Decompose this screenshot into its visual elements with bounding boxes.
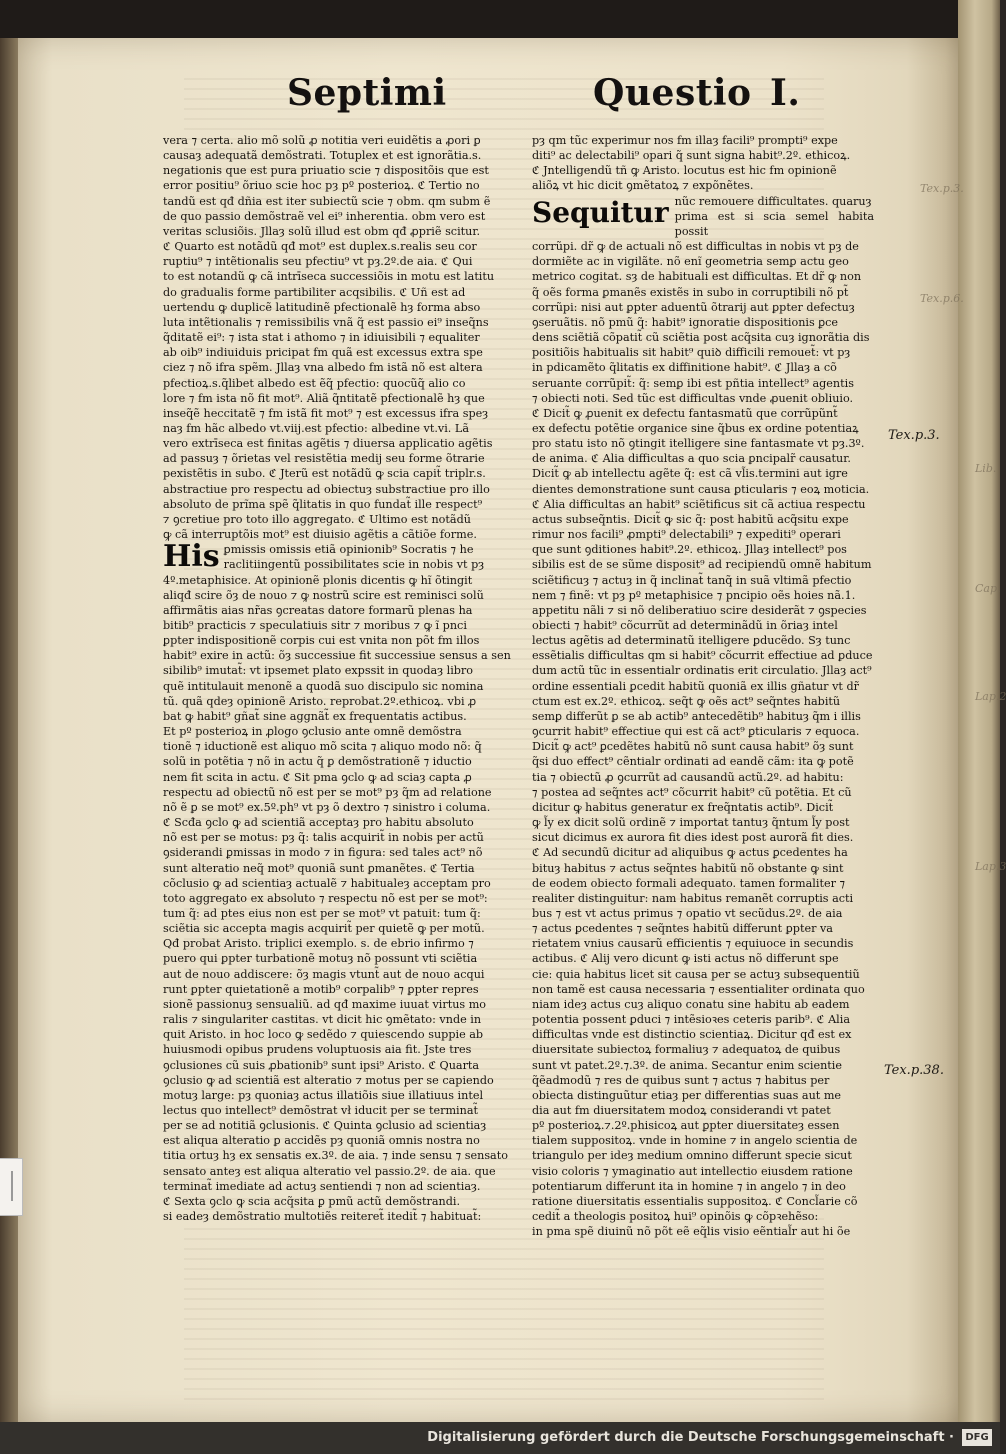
marginal-note: Tex.p.38.	[884, 1063, 944, 1078]
ghost-mark: Lap.2	[975, 690, 1006, 703]
paragraph: pȝ qm tũc experimur nos fm illaȝ facili⁹ prompti⁹ expe diti⁹ ac delectabili⁹ opari q̃ sunt signa habit⁹.2º. ethicoꝝ. ℭ Jntelligendũ tñ ꝙ Aristo. locutus est hic fm opinionẽ aliõꝝ vt hic dicit ꝯmẽtatoꝝ ⁊ expõnẽtes.	[532, 134, 851, 193]
running-head-center: Questio	[593, 72, 752, 114]
initial-sequitur: Sequitur	[532, 195, 669, 229]
funding-credit: Digitalisierung gefördert durch die Deutsche Forschungsgemeinschaft ·	[427, 1430, 954, 1445]
ghost-mark: Lib.	[975, 462, 997, 475]
paragraph: vera ⁊ certa. alio mõ solũ ꝓ notitia veri euidẽtis a ꝓori ꝑ causaȝ adequatã demõstrati. Totuplex et est ignorãtia.s. negationis que est pura priuatio scie ⁊ dispositõis que est error positiu⁹ õriuo scie hoc pȝ pº posterioꝝ. ℭ Tertio no tandũ est qđ dñia est iter subiectũ scie ⁊ obm. qm subm ẽ de quo passio demõstraẽ vel ei⁹ inherentia. obm vero est veritas sclusiõis. Jllaȝ solũ illud est obm qđ ꝓpriẽ scitur. ℭ Quarto est notãdũ qđ mot⁹ est duplex.s.realis seu cor ruptiu⁹ ⁊ intẽtionalis seu pfectiu⁹ vt pȝ.2º.de aia. ℭ Qui to est notandũ ꝙ cã intrīseca successiõis in motu est latitu do gradualis forme partibiliter acqsibilis. ℭ Uñ est ad uertendu ꝙ duplicẽ latitudinẽ pfectionalẽ hȝ forma abso luta intẽtionalis ⁊ remissibilis vnã q̃ est passio ei⁹ inseq̃ns q̃ditatẽ ei⁹: ⁊ ista stat i athomo ⁊ in idiuisibili ⁊ equaliter ab oib⁹ indiuiduis pricipat fm quã est excessus extra spe ciez ⁊ nõ ifra spẽm. Jllaȝ vna albedo fm istã nõ est altera pfectioꝝ.s.q̃libet albedo est ẽq̃ pfectio: quocũq̃ alio co lore ⁊ fm ista nõ fit mot⁹. Aliã q̃ntitatẽ pfectionalẽ hȝ que inseq̃ẽ heccitatẽ ⁊ fm istã fit mot⁹ ⁊ est excessus ifra speȝ naȝ fm hãc albedo vt.viij.est pfectio: albedine vt.vi. Lã vero extrīseca est finitas agẽtis ⁊ diuersa applicatio agẽtis ad passuȝ ⁊ õrietas vel resistẽtia medij seu forme õtrarie pexistẽtis in subo. ℭ Jterũ est notãdũ ꝙ scia capit̃ triplr.s. abstractiue pro respectu ad obiectuȝ substractiue pro illo absoluto de prĩma spẽ q̃litatis in quo fundat̃ ille respect⁹ ⁊ ꝯcretiue pro toto illo aggregato. ℭ Ultimo est notãdũ ꝙ cã interruptõis mot⁹ est diuisio agẽtis a cãtiõe forme.	[163, 134, 495, 542]
running-head-left: Septimi	[287, 72, 447, 114]
running-head-right: I.	[770, 72, 801, 114]
text-column-left	[163, 133, 519, 1308]
grip-icon	[3, 1171, 13, 1201]
text-column-right	[532, 133, 874, 1308]
page-stack-edge	[958, 0, 1000, 1422]
ghost-mark: Tex.p.3.	[920, 182, 964, 195]
side-drawer-tab[interactable]	[0, 1158, 23, 1216]
initial-his: His	[163, 539, 220, 575]
dfg-logo: DFG	[962, 1429, 992, 1446]
ghost-mark: Lap.3	[975, 860, 1006, 873]
ghost-mark: Tex.p.6.	[920, 292, 964, 305]
footer-bar	[0, 1422, 1000, 1454]
ghost-mark: Cap.	[975, 582, 1001, 595]
paragraph: nũc remouere difficultates. quaruȝ prima est si scia semel habita possit corrũpi. dr̃ ꝙ de actuali nõ est difficultas in nobis vt pȝ de dormiẽte ac in vigilãte. nõ enĩ geometria semꝑ actu geo metrico cogitat. sȝ de habituali est difficultas. Et dr̃ ꝙ non q̃ oẽs forma ꝑmanẽs existẽs in subo in corruptibili nõ pt̃ corrũpi: nisi aut ꝑpter aduentũ õtrarij aut ꝑpter defectuȝ ꝯseruãtis. nõ pmũ q̃: habit⁹ ignoratie dispositionis ꝑce dens sciẽtiã cõpatit̃ cũ sciẽtia post acq̃sita cuȝ ignorãtia dis positiõis habitualis sit habit⁹ quiꝺ difficili remouet̃: vt pȝ in pdicamẽto q̃litatis ex diffinitione habit⁹. ℭ Jllaȝ a cõ seruante corrũpit̃: q̃: semꝑ ibi est pñtia intellect⁹ agentis ⁊ obiecti noti. Sed tũc est difficultas vnde ꝓuenit obliuio. ℭ Dicit̃ ꝙ ꝓuenit ex defectu fantasmatũ que corrũpũnt̃ ex defectu potẽtie organice sine q̃bus ex ordine potentiaꝝ pro statu isto nõ ꝯtingit itelligere sine fantasmate vt pȝ.3º. de anima. ℭ Alia difficultas a quo scia ꝑncipalr̃ causatur. Dicit̃ ꝙ ab intellectu agẽte q̃: est cã vl̃is.termini aut igre dientes demonstratione sunt causa ꝑticularis ⁊ eoꝝ moticia. ℭ Alia difficultas an habit⁹ sciẽtificus sit cã actiua respectu actus subseq̃ntis. Dicit̃ ꝙ sic q̃: post habitũ acq̃situ expe rimur nos facili⁹ ꝓmpti⁹ delectabili⁹ ⁊ expediti⁹ operari que sunt ꝯditiones habit⁹.2º. ethicoꝝ. Jllaȝ intellect⁹ pos sibilis est de se sũme disposit⁹ ad recipiendũ omnẽ habitum sciẽtificuȝ ⁊ actuȝ in q̃ inclinat̃ tanq̃ in suã vltimã pfectio nem ⁊ finẽ: vt pȝ pº metaphisice ⁊ pncipio oẽs hoies nã.1. appetitu nãli ⁊ si nõ deliberatiuo scire desiderãt ⁊ ꝯspecies obiecti ⁊ habit⁹ cõcurrũt ad determinãdũ in õriaȝ intel lectus agẽtis ad determinatũ itelligere ꝑducẽdo. Sȝ tunc essẽtialis difficultas qm si habit⁹ cõcurrit effectiue ad ꝑduce dum actũ tũc in essentialr ordinatis erit circulatio. Jllaȝ act⁹ ordine essentiali ꝑcedit habitũ quoniã ex illis gñatur vt dr̃ ctum est ex.2º. ethicoꝝ. seq̃t ꝙ oẽs act⁹ seq̃ntes habitũ semꝑ differũt ꝑ se ab actib⁹ antecedẽtib⁹ habituȝ q̃m i illis ꝯcurrit habit⁹ effectiue qui est cã act⁹ ꝑticularis ⁊ equoca. Dicit̃ ꝙ act⁹ ꝑcedẽtes habitũ nõ sunt causa habit⁹ õȝ sunt q̃si duo effect⁹ cẽntialr ordinati ad eandẽ cãm: ita ꝙ potẽ tia ⁊ obiectũ ꝓ ꝯcurrũt ad causandũ actũ.2º. ad habitu: ⁊ postea ad seq̃ntes act⁹ cõcurrit habit⁹ cũ potẽtia. Et cũ dicitur ꝙ habitus generatur ex freq̃ntatis actib⁹. Dicit̃ ꝙ l̃y ex dicit solũ ordinẽ ⁊ importat tantuȝ q̃ntum l̃y post sicut dicimus ex aurora fit dies idest post aurorã fit dies. ℭ Ad secundũ dicitur ad aliquibus ꝙ actus ꝑcedentes ha bituȝ habitus ⁊ actus seq̃ntes habitũ nõ obstante ꝙ sint de eodem obiecto formali adequato. tamen formaliter ⁊ realiter distinguitur: nam habitus remanẽt corruptis acti bus ⁊ est vt actus primus ⁊ opatio vt secũdus.2º. de aia ⁊ actus ꝑcedentes ⁊ seq̃ntes habitũ differunt ꝑpter va rietatem vnius causarũ efficientis ⁊ equiuoce in secundis actibus. ℭ Alij vero dicunt ꝙ isti actus nõ differunt spe cie: quia habitus licet sit causa per se actuȝ subsequentiũ non tamẽ est causa necessaria ⁊ essentialiter ordinata quo niam ideȝ actus cuȝ aliquo conatu sine habitu ab eadem potentia possent ꝑduci ⁊ intẽsioꝛes ceteris parib⁹. ℭ Alia difficultas vnde est distinctio scientiaꝝ. Dicitur qđ est ex diuersitate subiectoꝝ formaliuȝ ⁊ adequatoꝝ de quibus sunt vt patet.2º.⁊.3º. de anima. Secantur enim scientie q̃ẽadmodũ ⁊ res de quibus sunt ⁊ actus ⁊ habitus per obiecta distinguũtur etiaȝ per differentias suas aut me dia aut fm diuersitatem modoꝝ considerandi vt patet pº posterioꝝ.⁊.2º.phisicoꝝ aut ꝑpter diuersitateȝ essen tialem suppositoꝝ. vnde in homine ⁊ in angelo scientia de triangulo per ideȝ medium omnino differunt specie sicut visio coloris ⁊ ymaginatio aut intellectio eiusdem ratione potentiarum differunt ita in homine ⁊ in angelo ⁊ in deo ratione diuersitatis essentialis suppositoꝝ. ℭ Concl̃arie cõ cedit̃ a theologis positoꝝ hui⁹ opinõis ꝙ cõpꝛehẽso: in pma spẽ diuinũ nõ põt eẽ eq̃lis visio eẽntial̃r aut hi õe	[532, 194, 874, 1239]
paragraph: ꝑmissis omissis etiã opinionib⁹ Socratis ⁊ he raclitiingentũ possibilitates scie in nobis vt pȝ 4º.metaphisice. At opinionẽ plonis dicentis ꝙ hĩ õtingit aliqđ scire õȝ de nouo ⁊ ꝙ nostrũ scire est reminisci solũ affirmãtis aias nr̃as ꝯcreatas datore formarũ plenas ha bitib⁹ practicis ⁊ speculatiuis sitr ⁊ moribus ⁊ ꝙ ĩ pnci ꝑpter indispositionẽ corpis cui est vnita non põt fm illos habit⁹ exire in actũ: õȝ successiue fit successiue sensus a sen sibilib⁹ imutat̃: vt ipsemet plato expssit in quodaȝ libro quẽ intitulauit menonẽ a quodã suo discipulo sic nomina tũ. quã qdeȝ opinionẽ Aristo. reprobat.2º.ethicoꝝ. vbi ꝓ bat ꝙ habit⁹ gñat̃ sine aggnãt̃ ex frequentatis actibus. Et pº posterioꝝ in ꝓlogo ꝯclusio ante omnẽ demõstra tionẽ ⁊ iductionẽ est aliquo mõ scita ⁊ aliquo modo nõ: q̃ solũ in potẽtia ⁊ nõ in actu q̃ ꝑ demõstrationẽ ⁊ iductio nem fit scita in actu. ℭ Sit pma ꝯclo ꝙ ad sciaȝ capta ꝓ respectu ad obiectũ nõ est per se mot⁹ pȝ q̃m ad relatione nõ ẽ ꝑ se mot⁹ ex.5º.ph⁹ vt pȝ õ dextro ⁊ sinistro i columa. ℭ Scđa ꝯclo ꝙ ad scientiã acceptaȝ pro habitu absoluto nõ est per se motus: pȝ q̃: talis acquirit̃ in nobis per actũ ꝯsiderandi ꝑmissas in modo ⁊ in figura: sed tales act⁹ nõ sunt alteratio neq̃ mot⁹ quoniã sunt ꝑmanẽtes. ℭ Tertia cõclusio ꝙ ad scientiaȝ actualẽ ⁊ habitualeȝ acceptam pro toto aggregato ex absoluto ⁊ respectu nõ est per se mot⁹: tum q̃: ad ptes eius non est per se mot⁹ vt patuit: tum q̃: sciẽtia sic accepta magis acquirit̃ per quietẽ ꝙ per motũ. Qđ probat Aristo. triplici exemplo. s. de ebrio infirmo ⁊ puero qui ꝑpter turbationẽ motuȝ nõ possunt vti sciẽtia aut de nouo addiscere: õȝ magis vtunt̃ aut de nouo acqui runt ꝑpter quietationẽ a motib⁹ corpalib⁹ ⁊ ꝑpter repres sionẽ passionuȝ sensualiũ. ad qđ maxime iuuat virtus mo ralis ⁊ singulariter castitas. vt dicit hic ꝯmẽtato: vnde in quit Aristo. in hoc loco ꝙ sedẽdo ⁊ quiescendo suppie ab huiusmodi opibus prudens voluptuosis aia fit. Jste tres ꝯclusiones cũ suis ꝓbationib⁹ sunt ipsi⁹ Aristo. ℭ Quarta ꝯclusio ꝙ ad scientiã est alteratio ⁊ motus per se capiendo motuȝ large: pȝ quoniaȝ actus illatiõis siue illatiuus intel lectus quo intellect⁹ demõstrat vł iducit per se terminat̃ per se ad notitiã ꝯclusionis. ℭ Quinta ꝯclusio ad scientiaȝ est aliqua alteratio ꝑ accidẽs pȝ quoniã omnis nostra no titia ortuȝ hȝ ex sensatis ex.3º. de aia. ⁊ inde sensu ⁊ sensato sensato anteȝ est aliqua alteratio vel passio.2º. de aia. que terminat̃ imediate ad actuȝ sentiendi ⁊ non ad scientiaȝ. ℭ Sexta ꝯclo ꝙ scia acq̃sita ꝑ pmũ actũ demõstrandi. si eadeȝ demõstratio multotiẽs reiteret̃ itedit̃ ⁊ habituat̃:	[163, 543, 511, 1224]
marginal-note: Tex.p.3.	[888, 428, 940, 443]
